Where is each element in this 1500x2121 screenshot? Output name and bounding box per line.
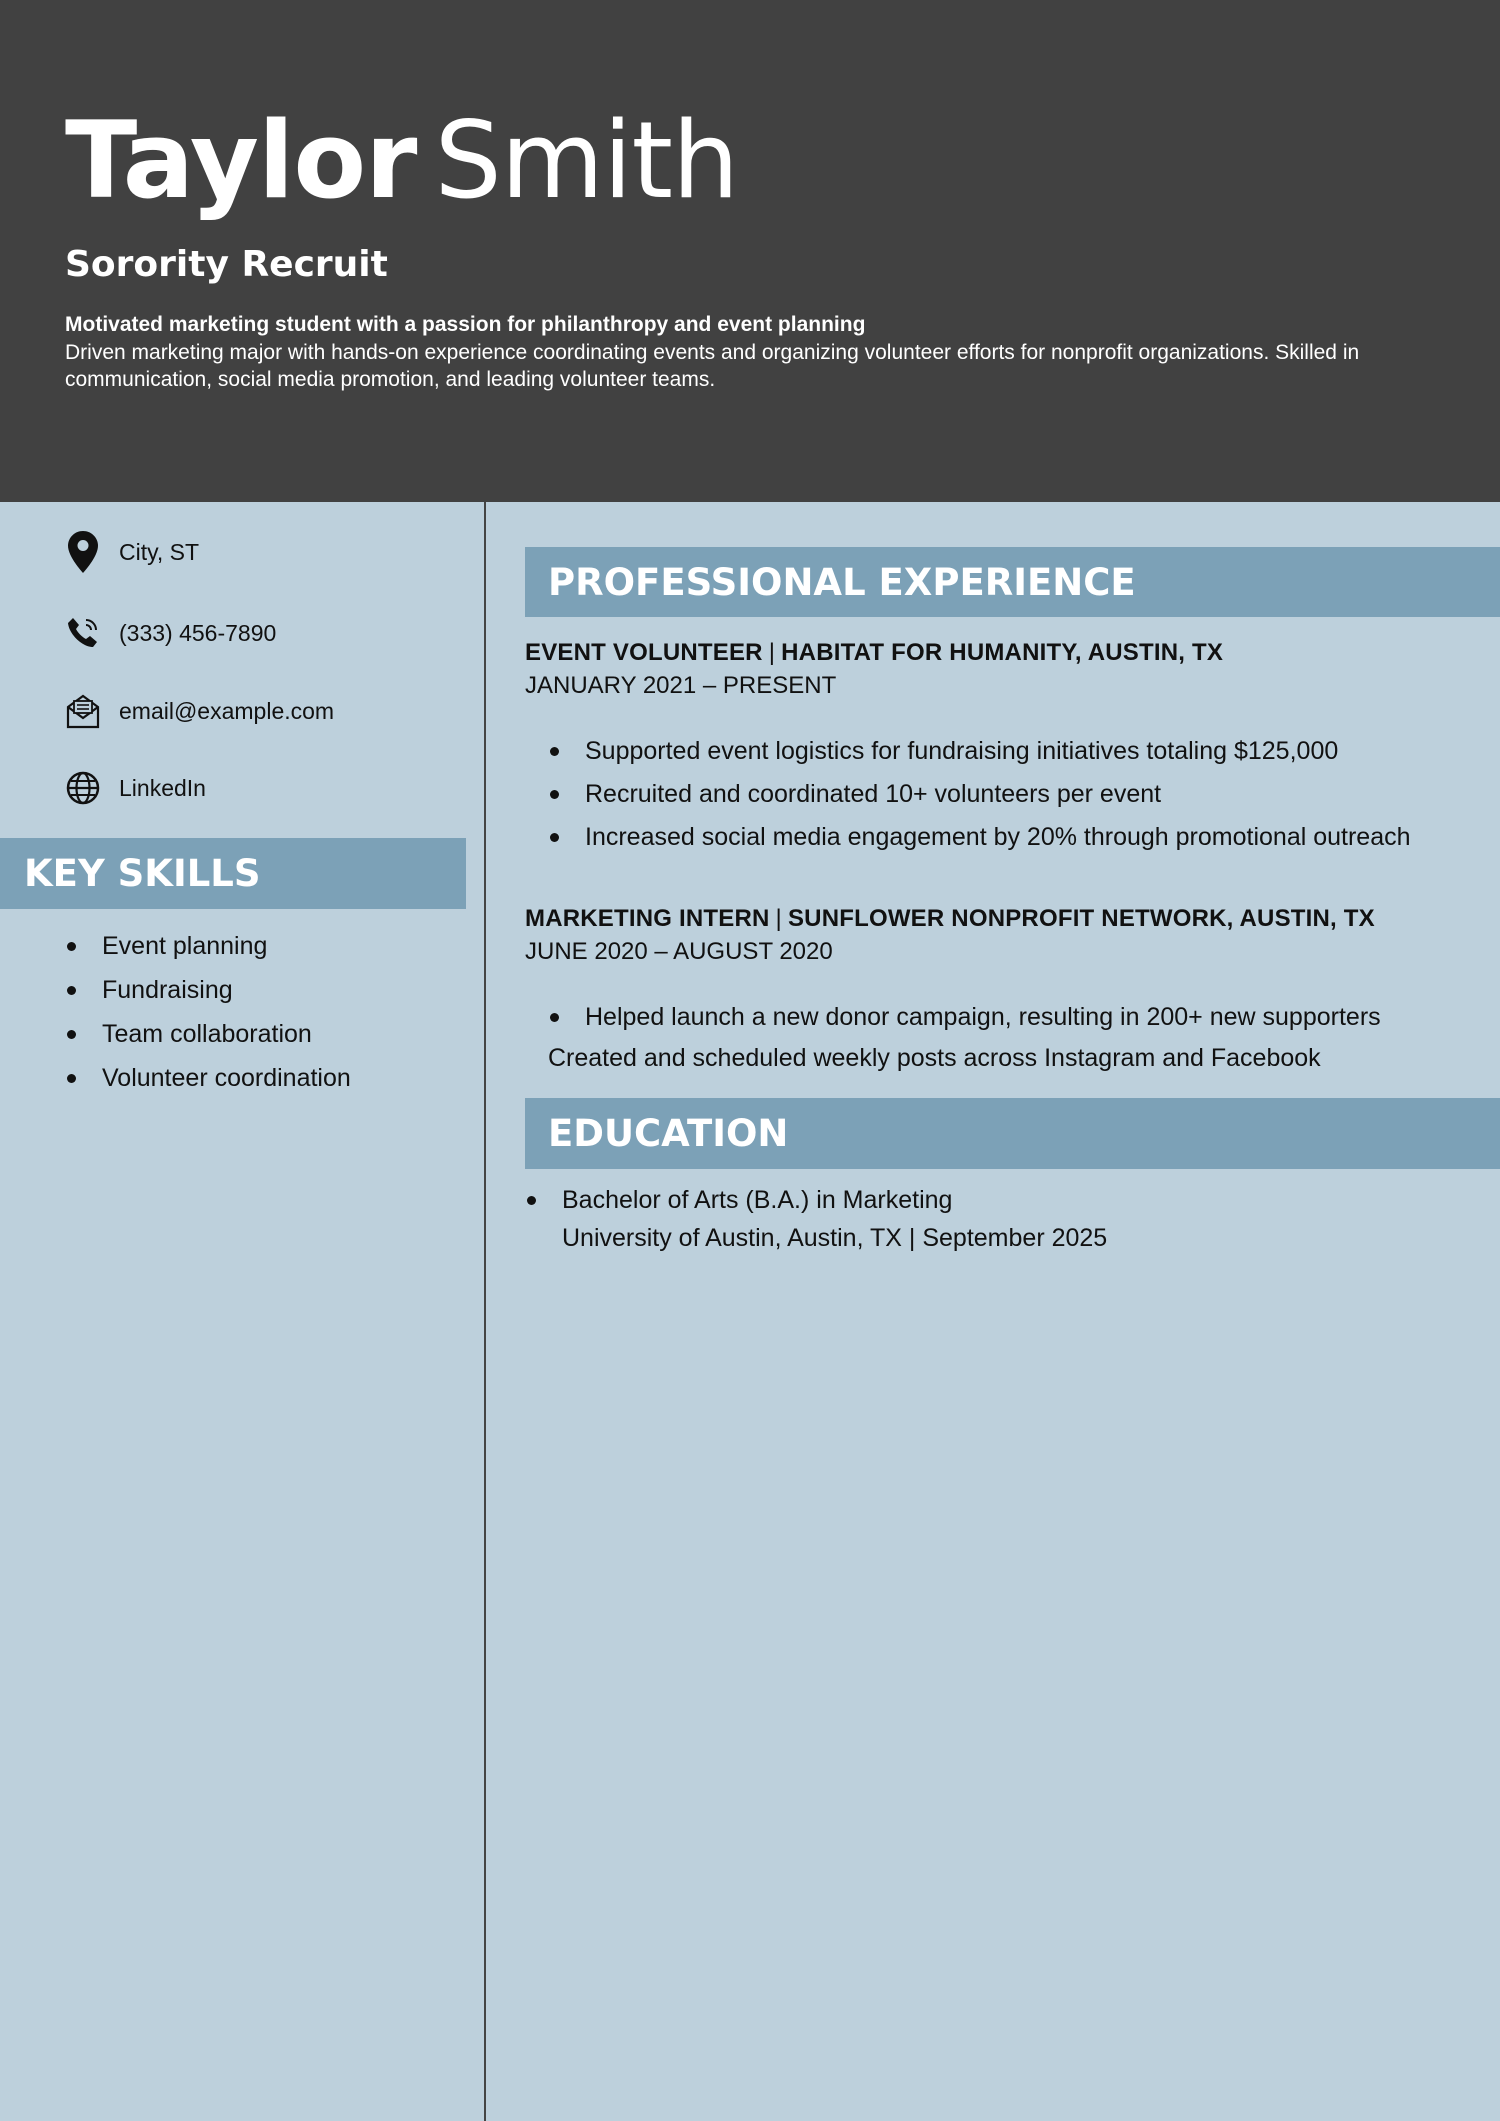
list-item: Increased social media engagement by 20% through promotional outreach <box>525 821 1411 864</box>
candidate-name <box>65 99 739 222</box>
job-organization: HABITAT FOR HUMANITY, AUSTIN, TX <box>781 639 1224 666</box>
list-item: Volunteer coordination <box>65 1062 351 1106</box>
map-pin-icon <box>65 530 101 574</box>
last-name: Smith <box>434 99 739 222</box>
job-dates-1: JANUARY 2021 – PRESENT <box>525 672 837 699</box>
location-text: City, ST <box>119 538 200 565</box>
email-text[interactable]: email@example.com <box>119 697 335 724</box>
job-role: Sorority Recruit <box>65 244 388 285</box>
separator: | <box>775 905 782 932</box>
resume-header <box>0 0 1500 502</box>
list-item: Supported event logistics for fundraising initiatives totaling $125,000 <box>525 735 1411 778</box>
summary-heading: Motivated marketing student with a passion for philanthropy and event planning <box>65 313 866 336</box>
envelope-icon <box>65 689 101 733</box>
globe-icon <box>65 766 101 810</box>
education-heading: EDUCATION <box>525 1098 1500 1169</box>
contact-location <box>65 528 465 576</box>
list-item: Recruited and coordinated 10+ volunteers per event <box>525 778 1411 821</box>
experience-heading: PROFESSIONAL EXPERIENCE <box>525 547 1500 617</box>
job-title-1 <box>525 639 1223 667</box>
contact-linkedin <box>65 764 465 812</box>
job-bullets-2 <box>525 1001 1381 1044</box>
list-item <box>525 1181 1107 1257</box>
job-bullets-1 <box>525 735 1411 864</box>
school-line: University of Austin, Austin, TX | September 2025 <box>562 1224 1108 1252</box>
skills-list <box>65 930 351 1106</box>
phone-text: (333) 456-7890 <box>119 619 277 646</box>
job-position: MARKETING INTERN <box>525 905 770 932</box>
contact-email <box>65 687 465 735</box>
job-title-2 <box>525 905 1375 933</box>
list-item: Team collaboration <box>65 1018 351 1062</box>
list-item: Event planning <box>65 930 351 974</box>
linkedin-link[interactable]: LinkedIn <box>119 774 206 801</box>
degree: Bachelor of Arts (B.A.) in Marketing <box>562 1186 953 1214</box>
contact-phone <box>65 609 465 657</box>
education-list <box>525 1181 1107 1257</box>
summary-body: Driven marketing major with hands-on experience coordinating events and organizing volunteer efforts for nonprofit organizations. Skilled in communication, social media promotion, and leading volunteer teams. <box>65 341 1360 391</box>
job-organization: SUNFLOWER NONPROFIT NETWORK, AUSTIN, TX <box>787 905 1375 932</box>
job-dates-2: JUNE 2020 – AUGUST 2020 <box>525 938 833 965</box>
column-divider <box>484 502 486 2121</box>
key-skills-heading: KEY SKILLS <box>0 838 466 909</box>
job-position: EVENT VOLUNTEER <box>525 639 763 666</box>
list-item: Helped launch a new donor campaign, resulting in 200+ new supporters <box>525 1001 1381 1044</box>
separator: | <box>768 639 776 666</box>
phone-icon <box>65 611 101 655</box>
job-extra-line: Created and scheduled weekly posts across Instagram and Facebook <box>548 1044 1321 1072</box>
list-item: Fundraising <box>65 974 351 1018</box>
first-name: Taylor <box>65 99 417 222</box>
